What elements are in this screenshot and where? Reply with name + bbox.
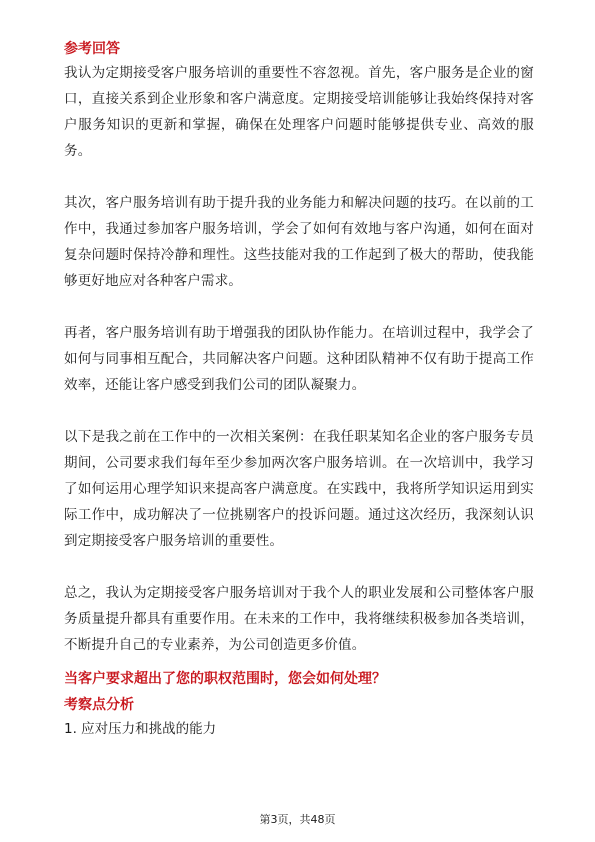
page-content <box>64 38 534 742</box>
question-title: 当客户要求超出了您的职权范围时，您会如何处理？ <box>64 671 386 687</box>
answer-paragraph-5: 总之，我认为定期接受客户服务培训对于我个人的职业发展和公司整体客户服务质量提升都具有重要作用。在未来的工作中，我将继续积极参加各类培训，不断提升自己的专业素养，为公司创造更多价值。 <box>64 585 534 653</box>
paragraph-spacer <box>64 398 534 424</box>
analysis-point: 1. 应对压力和挑战的能力 <box>64 721 217 737</box>
paragraph-spacer <box>64 554 534 580</box>
page-indicator: 第3页，共48页 <box>259 813 336 826</box>
answer-paragraph-2: 其次，客户服务培训有助于提升我的业务能力和解决问题的技巧。在以前的工作中，我通过参加客户服务培训，学会了如何有效地与客户沟通，如何在面对复杂问题时保持冷静和理性。这些技能对我的工作起到了极大的帮助，使我能够更好地应对各种客户需求。 <box>64 195 534 289</box>
section-spacer <box>64 658 534 668</box>
paragraph-spacer <box>64 164 534 190</box>
answer-paragraph-1: 我认为定期接受客户服务培训的重要性不容忽视。首先，客户服务是企业的窗口，直接关系到企业形象和客户满意度。定期接受培训能够让我始终保持对客户服务知识的更新和掌握，确保在处理客户问题时能够提供专业、高效的服务。 <box>64 65 534 159</box>
analysis-label: 考察点分析 <box>64 697 134 713</box>
answer-paragraph-4: 以下是我之前在工作中的一次相关案例：在我任职某知名企业的客户服务专员期间，公司要求我们每年至少参加两次客户服务培训。在一次培训中，我学习了如何运用心理学知识来提高客户满意度。在实践中，我将所学知识运用到实际工作中，成功解决了一位挑剔客户的投诉问题。通过这次经历，我深刻认识到定期接受客户服务培训的重要性。 <box>64 429 534 549</box>
answer-paragraph-3: 再者，客户服务培训有助于增强我的团队协作能力。在培训过程中，我学会了如何与同事相互配合，共同解决客户问题。这种团队精神不仅有助于提高工作效率，还能让客户感受到我们公司的团队凝聚力。 <box>64 325 534 393</box>
paragraph-spacer <box>64 294 534 320</box>
answer-label: 参考回答 <box>64 41 120 57</box>
